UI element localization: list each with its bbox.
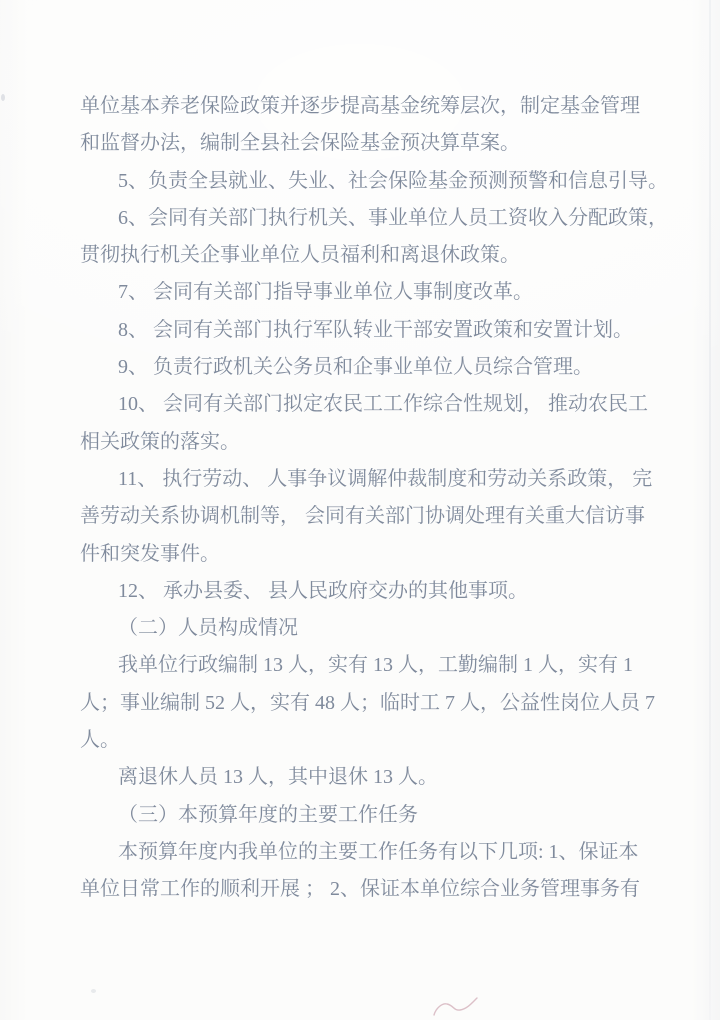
text-line: 人；事业编制 52 人，实有 48 人；临时工 7 人，公益性岗位人员 7: [80, 691, 655, 714]
scan-speck: [1, 94, 5, 101]
pen-squiggle-mark: [430, 994, 482, 1018]
text-line: 本预算年度内我单位的主要工作任务有以下几项: 1、保证本: [118, 840, 639, 863]
text-line: 单位基本养老保险政策并逐步提高基金统筹层次，制定基金管理: [80, 95, 640, 117]
text-line: 离退休人员 13 人，其中退休 13 人。: [118, 766, 438, 789]
scan-speck: [91, 989, 96, 993]
text-line: 11、 执行劳动、 人事争议调解仲裁制度和劳动关系政策， 完: [118, 467, 653, 490]
text-line: （二）人员构成情况: [118, 617, 298, 640]
text-line: 10、 会同有关部门拟定农民工工作综合性规划， 推动农民工: [118, 393, 648, 416]
text-line: 5、负责全县就业、失业、社会保险基金预测预警和信息引导。: [118, 169, 668, 192]
text-line: 我单位行政编制 13 人，实有 13 人，工勤编制 1 人，实有 1: [118, 654, 633, 677]
text-line: 和监督办法，编制全县社会保险基金预决算草案。: [80, 132, 520, 155]
text-line: 9、 负责行政机关公务员和企事业单位人员综合管理。: [118, 356, 593, 379]
text-line: 7、 会同有关部门指导事业单位人事制度改革。: [118, 281, 533, 304]
scan-edge-shadow: [709, 0, 711, 1020]
text-line: 人。: [80, 729, 120, 752]
text-line: （三）本预算年度的主要工作任务: [118, 803, 418, 826]
text-line: 善劳动关系协调机制等， 会同有关部门协调处理有关重大信访事: [80, 505, 645, 528]
text-line: 件和突发事件。: [80, 542, 220, 565]
text-line: 6、会同有关部门执行机关、事业单位人员工资收入分配政策，: [118, 206, 668, 229]
text-line: 相关政策的落实。: [80, 430, 240, 453]
text-line: 8、 会同有关部门执行军队转业干部安置政策和安置计划。: [118, 318, 633, 341]
text-line: 12、 承办县委、 县人民政府交办的其他事项。: [118, 579, 528, 602]
document-body: [80, 88, 668, 909]
text-line: 单位日常工作的顺利开展 ； 2、保证本单位综合业务管理事务有: [80, 878, 640, 901]
text-line: 贯彻执行机关企事业单位人员福利和离退休政策。: [80, 244, 520, 267]
